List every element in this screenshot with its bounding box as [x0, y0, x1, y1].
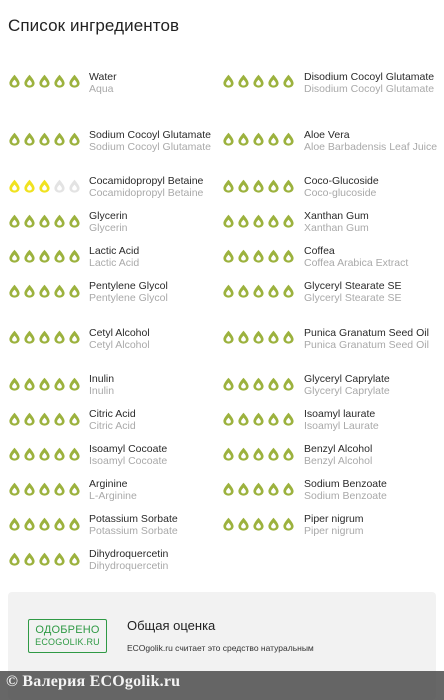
drop-icon [23, 330, 36, 344]
ingredient-inci-name: Benzyl Alcohol [304, 455, 373, 467]
safety-rating [8, 249, 89, 263]
safety-rating [8, 179, 89, 193]
drop-icon [267, 179, 280, 193]
ingredient-inci-name: L-Arginine [89, 490, 137, 502]
ingredient-name: Aloe Vera [304, 128, 350, 141]
drop-icon [23, 249, 36, 263]
safety-rating [8, 132, 89, 146]
ingredient-inci-name: Sodium Benzoate [304, 490, 387, 502]
ingredient-item [222, 366, 444, 401]
drop-icon [252, 132, 265, 146]
drop-icon [68, 74, 81, 88]
drop-icon [68, 552, 81, 566]
drop-icon [53, 179, 66, 193]
ingredient-inci-name: Glycerin [89, 222, 128, 234]
ingredient-row [0, 52, 444, 110]
drop-icon [38, 482, 51, 496]
drop-icon [38, 552, 51, 566]
drop-icon [23, 482, 36, 496]
ingredient-inci-name: Potassium Sorbate [89, 525, 178, 537]
ingredient-item [0, 203, 222, 238]
drop-icon [252, 214, 265, 228]
drop-icon [38, 214, 51, 228]
drop-icon [237, 377, 250, 391]
safety-rating [222, 412, 304, 426]
drop-icon [237, 284, 250, 298]
drop-icon [267, 517, 280, 531]
drop-icon [267, 284, 280, 298]
ingredient-inci-name: Cocamidopropyl Betaine [89, 187, 204, 199]
drop-icon [267, 482, 280, 496]
ingredient-inci-name: Punica Granatum Seed Oil [304, 338, 429, 351]
drop-icon [267, 74, 280, 88]
safety-rating [222, 132, 304, 146]
ingredient-name: Pentylene Glycol [89, 280, 168, 292]
drop-icon [267, 412, 280, 426]
drop-icon [53, 552, 66, 566]
ingredient-inci-name: Piper nigrum [304, 525, 364, 537]
drop-icon [38, 132, 51, 146]
safety-rating [8, 284, 89, 298]
ingredient-item [222, 110, 444, 168]
ingredients-grid [0, 52, 444, 576]
drop-icon [68, 284, 81, 298]
drop-icon [8, 132, 21, 146]
ingredient-inci-name: Citric Acid [89, 420, 136, 432]
drop-icon [8, 482, 21, 496]
drop-icon [8, 447, 21, 461]
drop-icon [68, 132, 81, 146]
drop-icon [282, 74, 295, 88]
safety-rating [8, 447, 89, 461]
ingredient-item [222, 203, 444, 238]
drop-icon [237, 179, 250, 193]
safety-rating [222, 284, 304, 298]
ingredient-row [0, 308, 444, 366]
drop-icon [237, 330, 250, 344]
ingredient-name: Punica Granatum Seed Oil [304, 326, 429, 339]
drop-icon [68, 249, 81, 263]
drop-icon [222, 377, 235, 391]
drop-icon [282, 377, 295, 391]
safety-rating [8, 74, 89, 88]
drop-icon [8, 74, 21, 88]
drop-icon [222, 132, 235, 146]
drop-icon [68, 447, 81, 461]
drop-icon [267, 249, 280, 263]
ingredient-name: Xanthan Gum [304, 210, 369, 222]
drop-icon [237, 482, 250, 496]
drop-icon [237, 447, 250, 461]
drop-icon [68, 330, 81, 344]
safety-rating [222, 482, 304, 496]
drop-icon [252, 249, 265, 263]
drop-icon [252, 330, 265, 344]
drop-icon [222, 249, 235, 263]
drop-icon [252, 74, 265, 88]
drop-icon [267, 214, 280, 228]
ingredient-row [0, 168, 444, 203]
drop-icon [222, 412, 235, 426]
ingredient-inci-name: Isoamyl Cocoate [89, 455, 168, 467]
drop-icon [282, 179, 295, 193]
page-title: Список ингредиентов [8, 16, 180, 35]
drop-icon [23, 517, 36, 531]
drop-icon [8, 330, 21, 344]
ingredient-row [0, 110, 444, 168]
drop-icon [53, 447, 66, 461]
drop-icon [222, 214, 235, 228]
ingredient-row [0, 238, 444, 273]
ingredient-name: Glycerin [89, 210, 128, 222]
drop-icon [68, 412, 81, 426]
safety-rating [8, 214, 89, 228]
ingredient-name: Benzyl Alcohol [304, 443, 373, 455]
ingredient-item [0, 110, 222, 168]
ingredient-item [0, 401, 222, 436]
ingredient-name: Cetyl Alcohol [89, 326, 150, 339]
ingredient-name: Sodium Cocoyl Glutamate [89, 128, 211, 141]
ingredient-row [0, 401, 444, 436]
drop-icon [8, 214, 21, 228]
safety-rating [8, 330, 89, 344]
drop-icon [267, 377, 280, 391]
drop-icon [23, 412, 36, 426]
drop-icon [237, 74, 250, 88]
drop-icon [8, 517, 21, 531]
drop-icon [282, 482, 295, 496]
drop-icon [53, 214, 66, 228]
ingredient-name: Glyceryl Caprylate [304, 373, 390, 385]
ingredient-inci-name: Dihydroquercetin [89, 560, 169, 572]
drop-icon [237, 517, 250, 531]
ingredient-name: Piper nigrum [304, 513, 364, 525]
ingredient-inci-name: Pentylene Glycol [89, 292, 168, 304]
ingredient-name: Isoamyl laurate [304, 408, 376, 420]
safety-rating [222, 517, 304, 531]
ingredient-row [0, 273, 444, 308]
drop-icon [53, 412, 66, 426]
ingredient-name: Dihydroquercetin [89, 548, 169, 560]
ingredient-name: Cocamidopropyl Betaine [89, 175, 204, 187]
drop-icon [252, 482, 265, 496]
drop-icon [68, 517, 81, 531]
ingredient-item [222, 401, 444, 436]
drop-icon [252, 412, 265, 426]
drop-icon [38, 377, 51, 391]
drop-icon [68, 179, 81, 193]
drop-icon [8, 249, 21, 263]
ingredient-item [0, 238, 222, 273]
drop-icon [222, 517, 235, 531]
ingredient-inci-name: Isoamyl Laurate [304, 420, 379, 432]
drop-icon [8, 179, 21, 193]
ingredient-item [222, 436, 444, 471]
ingredient-name: Coffea [304, 245, 335, 257]
drop-icon [38, 517, 51, 531]
safety-rating [222, 214, 304, 228]
drop-icon [8, 284, 21, 298]
ingredient-item [0, 471, 222, 506]
drop-icon [68, 482, 81, 496]
drop-icon [222, 179, 235, 193]
drop-icon [68, 214, 81, 228]
ingredient-name: Sodium Benzoate [304, 478, 387, 490]
drop-icon [53, 482, 66, 496]
ingredient-name: Inulin [89, 373, 115, 385]
ingredient-item [222, 308, 444, 366]
drop-icon [237, 412, 250, 426]
drop-icon [267, 132, 280, 146]
drop-icon [267, 447, 280, 461]
ingredient-item [222, 506, 444, 541]
safety-rating [8, 412, 89, 426]
drop-icon [282, 517, 295, 531]
safety-rating [8, 482, 89, 496]
ingredient-item [0, 52, 222, 110]
drop-icon [53, 517, 66, 531]
drop-icon [282, 330, 295, 344]
safety-rating [8, 552, 89, 566]
ingredient-item [0, 506, 222, 541]
drop-icon [252, 284, 265, 298]
ingredient-inci-name: Xanthan Gum [304, 222, 369, 234]
drop-icon [222, 74, 235, 88]
safety-rating [8, 377, 89, 391]
ingredient-inci-name: Aqua [89, 82, 114, 95]
drop-icon [38, 179, 51, 193]
safety-rating [222, 447, 304, 461]
drop-icon [252, 517, 265, 531]
drop-icon [282, 249, 295, 263]
drop-icon [23, 214, 36, 228]
drop-icon [282, 447, 295, 461]
ingredient-inci-name: Lactic Acid [89, 257, 140, 269]
ingredient-row [0, 506, 444, 541]
drop-icon [38, 447, 51, 461]
ingredient-item [222, 238, 444, 273]
ingredient-name: Water [89, 70, 117, 83]
ingredient-inci-name: Disodium Cocoyl Glutamate [304, 82, 435, 95]
stamp-line-2: ECOGOLIK.RU [35, 637, 100, 647]
safety-rating [222, 179, 304, 193]
ingredient-item [0, 366, 222, 401]
drop-icon [222, 482, 235, 496]
drop-icon [252, 447, 265, 461]
ingredient-item [222, 541, 444, 576]
drop-icon [222, 447, 235, 461]
ingredient-name: Potassium Sorbate [89, 513, 178, 525]
drop-icon [252, 377, 265, 391]
drop-icon [53, 249, 66, 263]
drop-icon [23, 132, 36, 146]
safety-rating [8, 517, 89, 531]
ingredient-item [0, 541, 222, 576]
ingredient-name: Citric Acid [89, 408, 136, 420]
drop-icon [282, 412, 295, 426]
ingredient-item [222, 168, 444, 203]
ingredient-row [0, 541, 444, 576]
drop-icon [252, 179, 265, 193]
drop-icon [23, 377, 36, 391]
drop-icon [23, 74, 36, 88]
ingredient-row [0, 366, 444, 401]
ingredient-name: Lactic Acid [89, 245, 140, 257]
score-title: Общая оценка [127, 618, 216, 633]
drop-icon [53, 132, 66, 146]
drop-icon [8, 377, 21, 391]
ingredient-item [0, 273, 222, 308]
drop-icon [8, 552, 21, 566]
ingredient-inci-name: Coffea Arabica Extract [304, 257, 409, 269]
drop-icon [53, 74, 66, 88]
ingredient-item [222, 471, 444, 506]
ingredient-item [0, 436, 222, 471]
ingredient-item [222, 273, 444, 308]
safety-rating [222, 377, 304, 391]
ingredient-item [0, 308, 222, 366]
drop-icon [68, 377, 81, 391]
ingredient-name: Coco-Glucoside [304, 175, 379, 187]
drop-icon [237, 249, 250, 263]
ingredient-row [0, 203, 444, 238]
ingredient-item [222, 52, 444, 110]
drop-icon [222, 330, 235, 344]
drop-icon [222, 284, 235, 298]
ingredient-inci-name: Glyceryl Stearate SE [304, 292, 402, 304]
ingredient-name: Isoamyl Cocoate [89, 443, 168, 455]
watermark: © Валерия ECOgolik.ru [6, 673, 181, 690]
ingredient-inci-name: Aloe Barbadensis Leaf Juice [304, 140, 438, 153]
ingredient-inci-name: Sodium Cocoyl Glutamate [89, 140, 211, 153]
drop-icon [38, 249, 51, 263]
ingredient-inci-name: Cetyl Alcohol [89, 338, 150, 351]
ingredient-name: Arginine [89, 478, 128, 490]
drop-icon [282, 284, 295, 298]
drop-icon [23, 284, 36, 298]
score-text: ECOgolik.ru считает это средство натуральным [127, 643, 314, 653]
safety-rating [222, 74, 304, 88]
ingredient-name: Disodium Cocoyl Glutamate [304, 70, 435, 83]
safety-rating [222, 249, 304, 263]
drop-icon [8, 412, 21, 426]
stamp-line-1: ОДОБРЕНО [35, 624, 100, 636]
ingredient-inci-name: Coco-glucoside [304, 187, 377, 199]
safety-rating [222, 330, 304, 344]
ingredient-name: Glyceryl Stearate SE [304, 280, 402, 292]
drop-icon [23, 552, 36, 566]
drop-icon [237, 214, 250, 228]
drop-icon [53, 330, 66, 344]
drop-icon [38, 74, 51, 88]
drop-icon [282, 214, 295, 228]
ingredient-row [0, 471, 444, 506]
ingredient-item [0, 168, 222, 203]
drop-icon [38, 412, 51, 426]
drop-icon [38, 330, 51, 344]
drop-icon [23, 179, 36, 193]
ingredient-row [0, 436, 444, 471]
drop-icon [237, 132, 250, 146]
drop-icon [38, 284, 51, 298]
ingredient-inci-name: Inulin [89, 385, 115, 397]
drop-icon [282, 132, 295, 146]
ingredient-inci-name: Glyceryl Caprylate [304, 385, 390, 397]
approved-stamp [28, 619, 107, 653]
drop-icon [53, 377, 66, 391]
drop-icon [267, 330, 280, 344]
drop-icon [53, 284, 66, 298]
drop-icon [23, 447, 36, 461]
